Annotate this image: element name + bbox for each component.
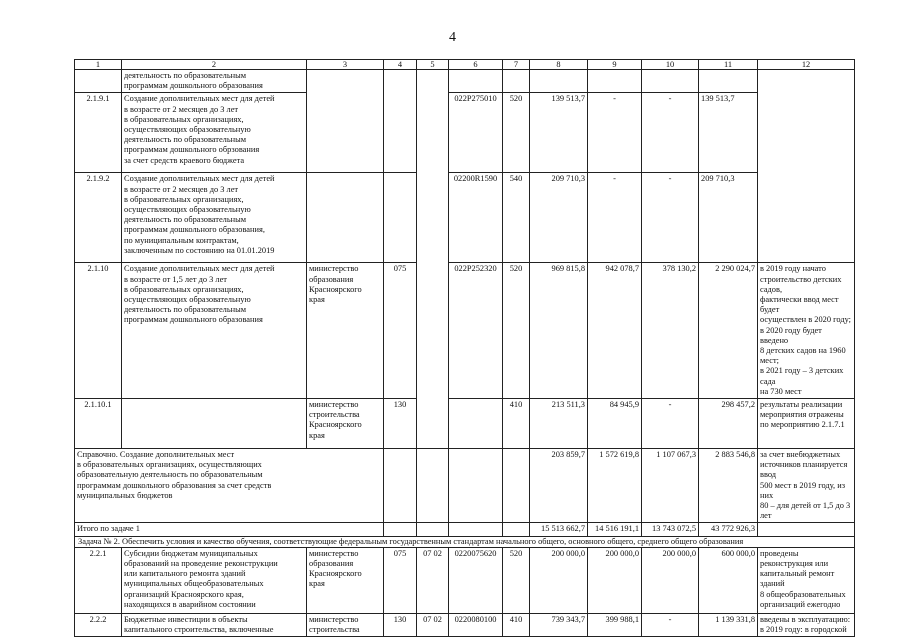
- num-cell: 2.1.9.2: [75, 173, 122, 263]
- org-cell: [307, 70, 384, 173]
- value-cell: 2 883 546,8: [699, 449, 758, 523]
- num-cell: 2.2.2: [75, 613, 122, 636]
- result-cell: [758, 70, 855, 263]
- name-cell: [122, 399, 307, 449]
- result-cell: в 2019 году начато строительство детских садов, фактически ввод мест будет осуществлен в 2020 году; в 2020 году будет введено 8 детских садов на 1960 мест; в 2021 году – 3 детских сада на 730 мест: [758, 263, 855, 399]
- csr-cell: 0220080100: [449, 613, 503, 636]
- header-cell: 12: [758, 60, 855, 70]
- grbs-cell: [384, 70, 417, 173]
- csr-cell: 02200R1590: [449, 173, 503, 263]
- org-cell: [307, 173, 384, 263]
- value-cell: 139 513,7: [530, 93, 588, 173]
- value-cell: 200 000,0: [642, 547, 699, 613]
- header-cell: 10: [642, 60, 699, 70]
- result-cell: введены в эксплуатацию: в 2019 году: в городской: [758, 613, 855, 636]
- header-cell: 7: [503, 60, 530, 70]
- header-cell: 6: [449, 60, 503, 70]
- value-cell: -: [642, 93, 699, 173]
- value-cell: -: [588, 173, 642, 263]
- header-cell: 8: [530, 60, 588, 70]
- num-cell: 2.1.10.1: [75, 399, 122, 449]
- rz-cell: [417, 70, 449, 449]
- org-cell: министерство строительства Красноярского края: [307, 399, 384, 449]
- value-cell: 213 511,3: [530, 399, 588, 449]
- table-row: [75, 173, 855, 263]
- grbs-cell: 130: [384, 613, 417, 636]
- vr-cell: 410: [503, 399, 530, 449]
- org-cell: министерство образования Красноярского края: [307, 547, 384, 613]
- value-cell: [642, 70, 699, 93]
- value-cell: 1 107 067,3: [642, 449, 699, 523]
- table-row: [75, 263, 855, 399]
- reference-name-cell: Справочно. Создание дополнительных мест в образовательных организациях, осуществляющих образовательную деятельность по образовательным программам дошкольного образования за счет средств муниципальных бюджетов: [75, 449, 384, 523]
- table-row: [75, 449, 855, 523]
- vr-cell: [503, 449, 530, 523]
- value-cell: 14 516 191,1: [588, 523, 642, 536]
- grbs-cell: 075: [384, 547, 417, 613]
- name-cell: Создание дополнительных мест для детей в возрасте от 2 месяцев до 3 лет в образовательных организациях, осуществляющих образовательную деятельность по образовательным программам дошкольного образования, по муниципальным контрактам, заключенным по состоянию на 01.01.2019: [122, 173, 307, 263]
- name-cell: Субсидии бюджетам муниципальных образований на проведение реконструкции или капитального ремонта зданий муниципальных общеобразовательных организаций Красноярского края, находящихся в аварийном состоянии: [122, 547, 307, 613]
- value-cell: -: [642, 613, 699, 636]
- task-2-heading: Задача № 2. Обеспечить условия и качество обучения, соответствующие федеральным государственным стандартам начального общего, основного общего, среднего общего образования: [75, 536, 855, 547]
- name-cell: Создание дополнительных мест для детей в возрасте от 2 месяцев до 3 лет в образовательных организациях, осуществляющих образовательную деятельность по образовательным программам дошкольного обрзования за счет средств краевого бюджета: [122, 93, 307, 173]
- num-cell: 2.1.9.1: [75, 93, 122, 173]
- value-cell: 13 743 072,5: [642, 523, 699, 536]
- value-cell: [588, 70, 642, 93]
- rz-cell: [417, 449, 449, 523]
- rz-cell: [417, 523, 449, 536]
- csr-cell: [449, 523, 503, 536]
- result-cell: [758, 523, 855, 536]
- section-row: [75, 536, 855, 547]
- value-cell: 298 457,2: [699, 399, 758, 449]
- table-row: [75, 70, 855, 93]
- vr-cell: [503, 523, 530, 536]
- rz-cell: 07 02: [417, 547, 449, 613]
- value-cell: 600 000,0: [699, 547, 758, 613]
- org-cell: министерство строительства: [307, 613, 384, 636]
- header-cell: 4: [384, 60, 417, 70]
- value-cell: [530, 70, 588, 93]
- table-row: [75, 399, 855, 449]
- grbs-cell: [384, 173, 417, 263]
- result-cell: результаты реализации мероприятия отражены по мероприятию 2.1.7.1: [758, 399, 855, 449]
- name-cell: деятельность по образовательным программам дошкольного образования: [122, 70, 307, 93]
- value-cell: 209 710,3: [699, 173, 758, 263]
- header-cell: 3: [307, 60, 384, 70]
- value-cell: 399 988,1: [588, 613, 642, 636]
- value-cell: -: [642, 173, 699, 263]
- num-cell: 2.1.10: [75, 263, 122, 399]
- table-row: [75, 547, 855, 613]
- header-cell: 2: [122, 60, 307, 70]
- value-cell: [699, 70, 758, 93]
- value-cell: 84 945,9: [588, 399, 642, 449]
- grbs-cell: [384, 523, 417, 536]
- csr-cell: [449, 70, 503, 93]
- value-cell: 2 290 024,7: [699, 263, 758, 399]
- value-cell: 942 078,7: [588, 263, 642, 399]
- csr-cell: 022P252320: [449, 263, 503, 399]
- name-cell: Создание дополнительных мест для детей в возрасте от 1,5 лет до 3 лет в образовательных организациях, осуществляющих образовательную деятельность по образовательным программам дошкольного образования: [122, 263, 307, 399]
- budget-table: [74, 59, 855, 637]
- value-cell: 378 130,2: [642, 263, 699, 399]
- value-cell: 1 572 619,8: [588, 449, 642, 523]
- value-cell: 15 513 662,7: [530, 523, 588, 536]
- csr-cell: [449, 449, 503, 523]
- csr-cell: 0220075620: [449, 547, 503, 613]
- value-cell: 969 815,8: [530, 263, 588, 399]
- value-cell: -: [642, 399, 699, 449]
- grbs-cell: 075: [384, 263, 417, 399]
- value-cell: 1 139 331,8: [699, 613, 758, 636]
- value-cell: 139 513,7: [699, 93, 758, 173]
- header-cell: 5: [417, 60, 449, 70]
- grbs-cell: 130: [384, 399, 417, 449]
- total-label: Итого по задаче 1: [75, 523, 384, 536]
- value-cell: 43 772 926,3: [699, 523, 758, 536]
- result-cell: за счет внебюджетных источников планируется ввод 500 мест в 2019 году, из них 80 – для детей от 1,5 до 3 лет: [758, 449, 855, 523]
- table-row: [75, 93, 855, 173]
- vr-cell: [503, 70, 530, 93]
- header-cell: 9: [588, 60, 642, 70]
- value-cell: 203 859,7: [530, 449, 588, 523]
- page-number: 4: [449, 30, 456, 45]
- result-cell: проведены реконструкция или капитальный ремонт зданий 8 общеобразовательных организаций ежегодно: [758, 547, 855, 613]
- name-cell: Бюджетные инвестиции в объекты капитального строительства, включенные: [122, 613, 307, 636]
- value-cell: -: [588, 93, 642, 173]
- csr-cell: 022P275010: [449, 93, 503, 173]
- header-cell: 1: [75, 60, 122, 70]
- vr-cell: 520: [503, 547, 530, 613]
- num-cell: 2.2.1: [75, 547, 122, 613]
- vr-cell: 540: [503, 173, 530, 263]
- table-row: [75, 613, 855, 636]
- header-cell: 11: [699, 60, 758, 70]
- grbs-cell: [384, 449, 417, 523]
- header-row: [75, 60, 855, 70]
- value-cell: 209 710,3: [530, 173, 588, 263]
- total-row: [75, 523, 855, 536]
- vr-cell: 520: [503, 263, 530, 399]
- org-cell: министерство образования Красноярского края: [307, 263, 384, 399]
- vr-cell: 520: [503, 93, 530, 173]
- csr-cell: [449, 399, 503, 449]
- value-cell: 200 000,0: [530, 547, 588, 613]
- vr-cell: 410: [503, 613, 530, 636]
- value-cell: 739 343,7: [530, 613, 588, 636]
- value-cell: 200 000,0: [588, 547, 642, 613]
- num-cell: [75, 70, 122, 93]
- rz-cell: 07 02: [417, 613, 449, 636]
